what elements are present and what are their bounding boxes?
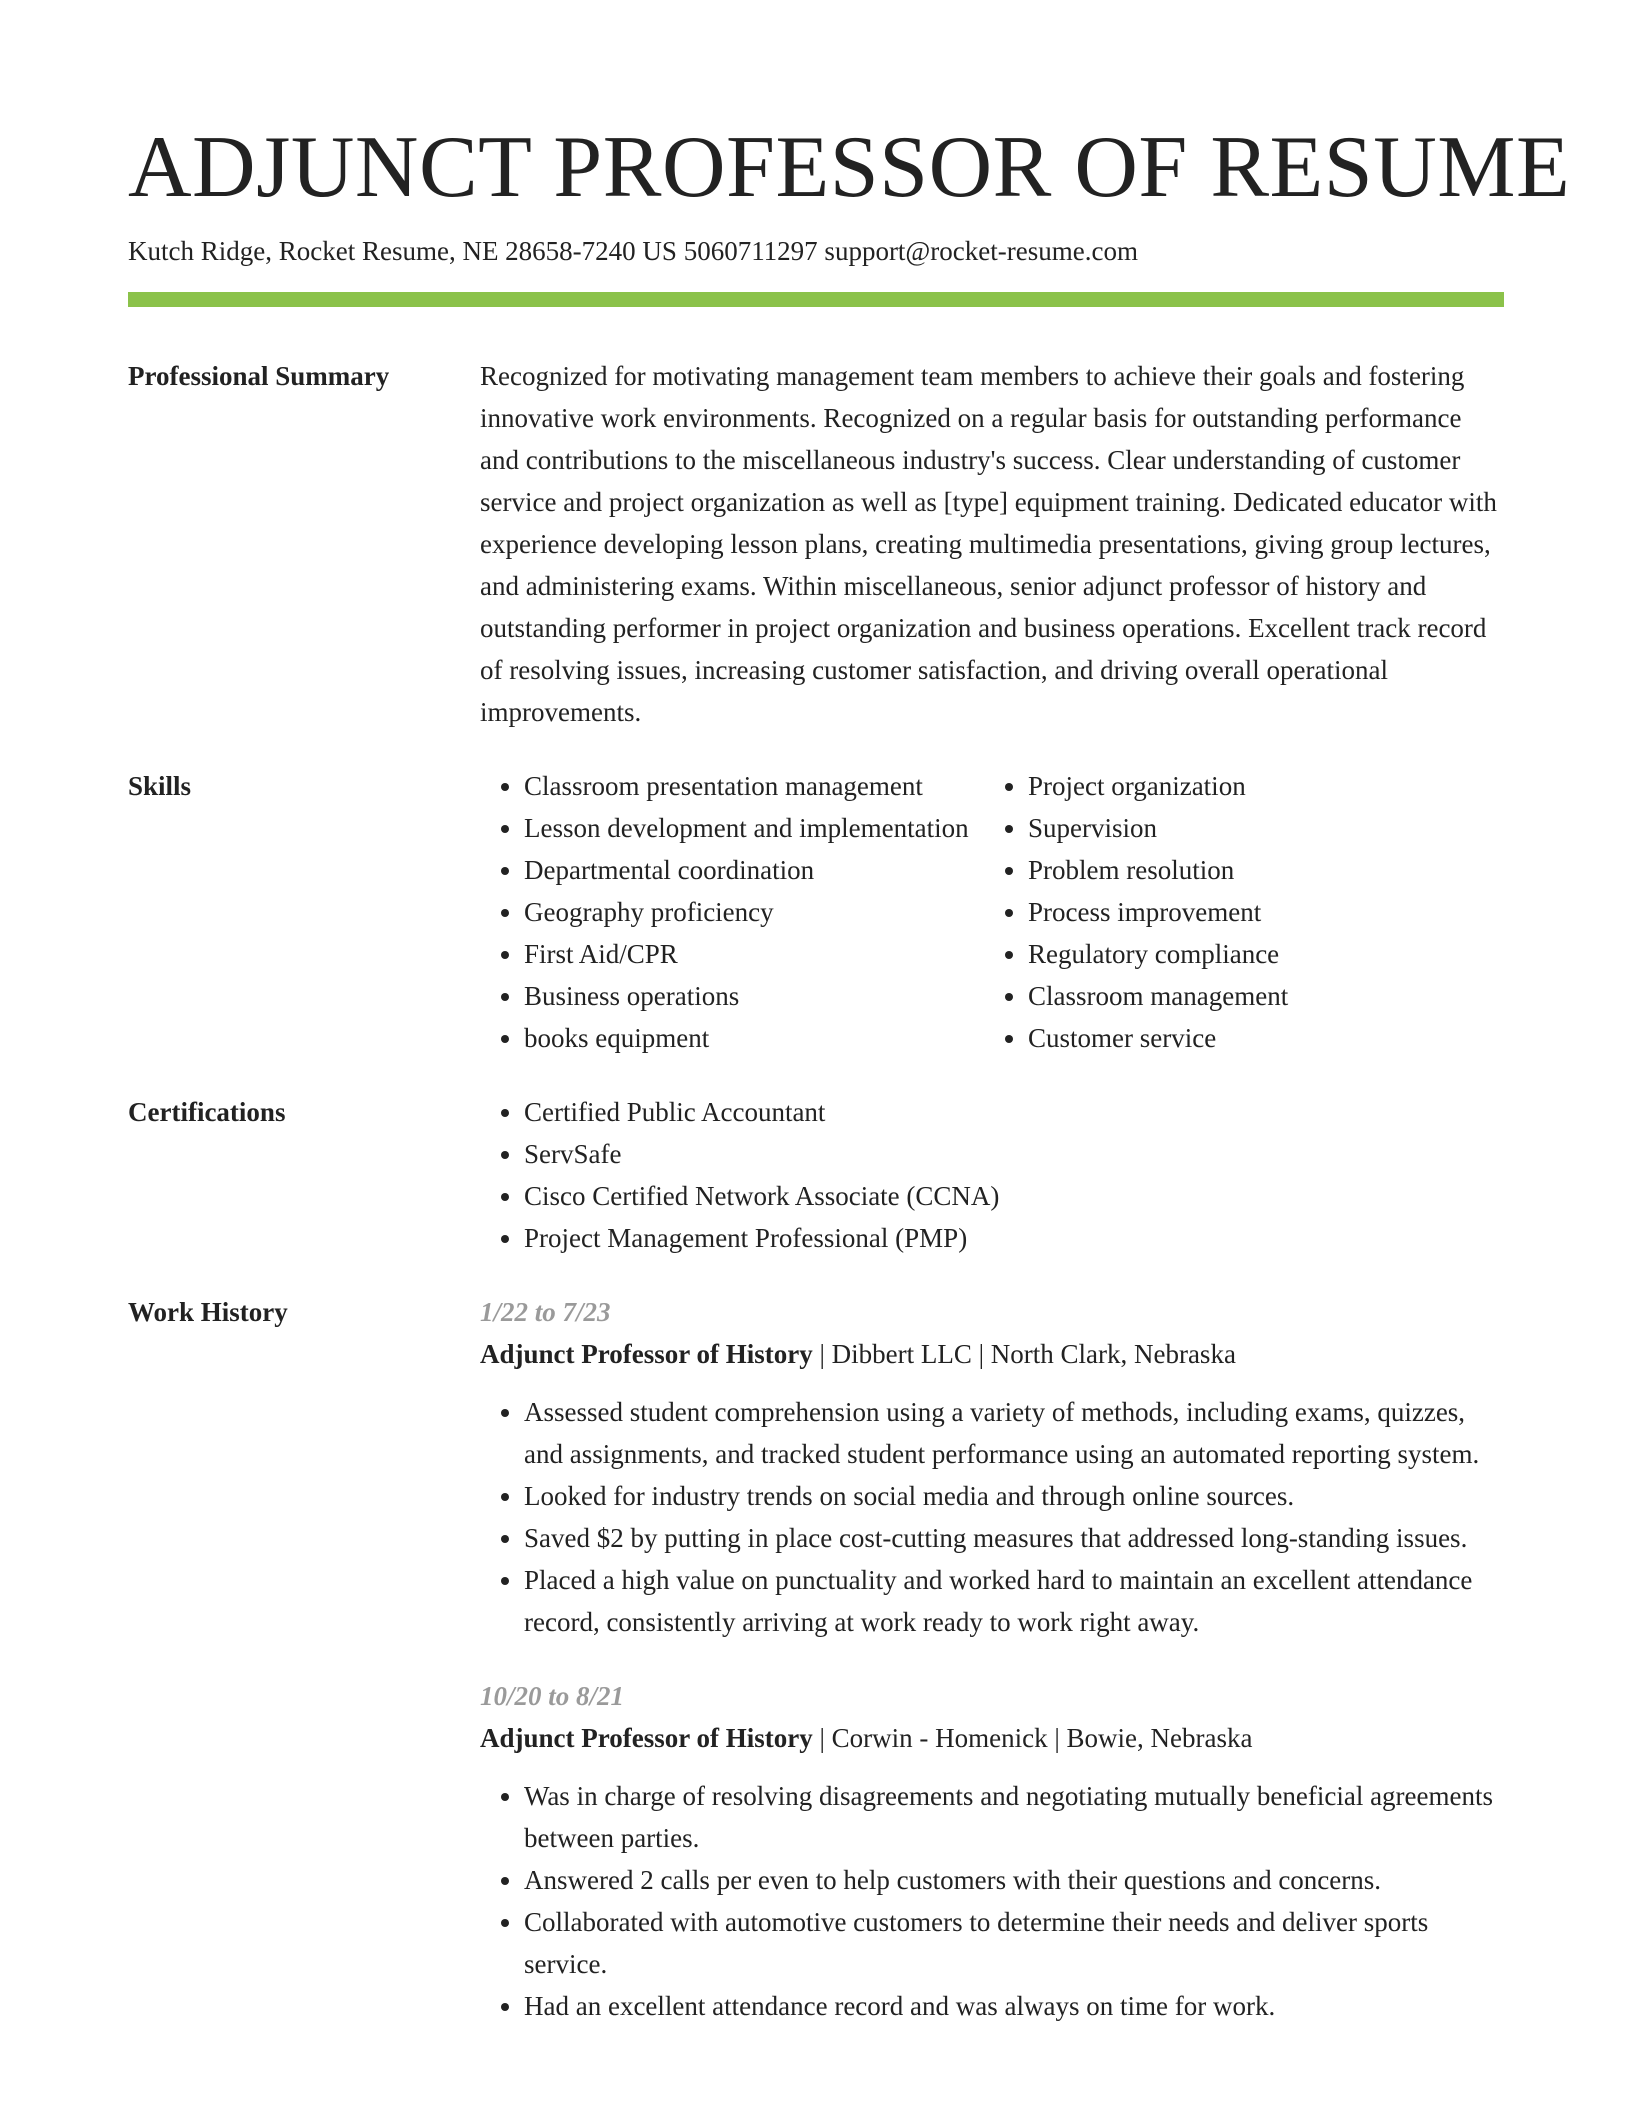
summary-section (128, 355, 1504, 733)
resume-name: ADJUNCT PROFESSOR OF RESUME (128, 119, 1571, 216)
job-details: | Dibbert LLC | North Clark, Nebraska (812, 1339, 1236, 1369)
job-title: Adjunct Professor of History (480, 1723, 813, 1753)
skills-list-left (480, 765, 984, 1059)
job-bullet: • Had an excellent attendance record and was always on time for work. (524, 1985, 1504, 2027)
skill-item: • Project organization (1028, 765, 1504, 807)
skills-list-right (984, 765, 1504, 1059)
job-bullet: • Assessed student comprehension using a variety of methods, including exams, quizzes, and assignments, and tracked student performance using an automated reporting system. (524, 1391, 1504, 1475)
job-heading (480, 1333, 1504, 1375)
skill-item: • Business operations (524, 975, 984, 1017)
skill-item: • Departmental coordination (524, 849, 984, 891)
skill-item: • Geography proficiency (524, 891, 984, 933)
summary-label: Professional Summary (128, 361, 390, 391)
skill-item: • Lesson development and implementation (524, 807, 984, 849)
skill-item: • Process improvement (1028, 891, 1504, 933)
skill-item: • Regulatory compliance (1028, 933, 1504, 975)
certifications-section (128, 1091, 1504, 1259)
job-details: | Corwin - Homenick | Bowie, Nebraska (812, 1723, 1253, 1753)
skill-item: • Classroom management (1028, 975, 1504, 1017)
contact-line: Kutch Ridge, Rocket Resume, NE 28658-7240 US 5060711297 support@rocket-resume.com (128, 236, 1138, 266)
summary-text: Recognized for motivating management team members to achieve their goals and fostering innovative work environments. Recognized on a regular basis for outstanding performance and contributions to the miscellaneous industry's success. Clear understanding of customer service and project organization as well as [type] equipment training. Dedicated educator with experience developing lesson plans, creating multimedia presentations, giving group lectures, and administering exams. Within miscellaneous, senior adjunct professor of history and outstanding performer in project organization and business operations. Excellent track record of resolving issues, increasing customer satisfaction, and driving overall operational improvements. (480, 361, 1497, 727)
skills-label: Skills (128, 771, 192, 801)
resume-page (128, 0, 1571, 2059)
job-bullet: • Collaborated with automotive customers to determine their needs and deliver sports service. (524, 1901, 1504, 1985)
certification-item: • Certified Public Accountant (524, 1091, 1504, 1133)
skill-item: • Customer service (1028, 1017, 1504, 1059)
job-bullet: • Looked for industry trends on social media and through online sources. (524, 1475, 1504, 1517)
job-bullet: • Placed a high value on punctuality and worked hard to maintain an excellent attendance record, consistently arriving at work ready to work right away. (524, 1559, 1504, 1643)
job-dates: 1/22 to 7/23 (480, 1297, 611, 1327)
job-bullets (480, 1391, 1504, 1643)
certification-item: • ServSafe (524, 1133, 1504, 1175)
job-entry (480, 1291, 1504, 1643)
work-history-label: Work History (128, 1297, 288, 1327)
work-history-section (128, 1291, 1504, 2059)
job-title: Adjunct Professor of History (480, 1339, 813, 1369)
job-bullets (480, 1775, 1504, 2027)
certifications-list (480, 1091, 1504, 1259)
job-bullet: • Was in charge of resolving disagreements and negotiating mutually beneficial agreements between parties. (524, 1775, 1504, 1859)
job-dates: 10/20 to 8/21 (480, 1681, 625, 1711)
skill-item: • Classroom presentation management (524, 765, 984, 807)
skills-section (128, 765, 1504, 1059)
skill-item: • books equipment (524, 1017, 984, 1059)
job-bullet: • Saved $2 by putting in place cost-cutting measures that addressed long-standing issues. (524, 1517, 1504, 1559)
certifications-label: Certifications (128, 1097, 286, 1127)
certification-item: • Cisco Certified Network Associate (CCNA) (524, 1175, 1504, 1217)
job-entry (480, 1675, 1504, 2027)
skill-item: • First Aid/CPR (524, 933, 984, 975)
skill-item: • Problem resolution (1028, 849, 1504, 891)
job-heading (480, 1717, 1504, 1759)
header-divider (128, 292, 1504, 307)
certification-item: • Project Management Professional (PMP) (524, 1217, 1504, 1259)
job-bullet: • Answered 2 calls per even to help customers with their questions and concerns. (524, 1859, 1504, 1901)
skill-item: • Supervision (1028, 807, 1504, 849)
